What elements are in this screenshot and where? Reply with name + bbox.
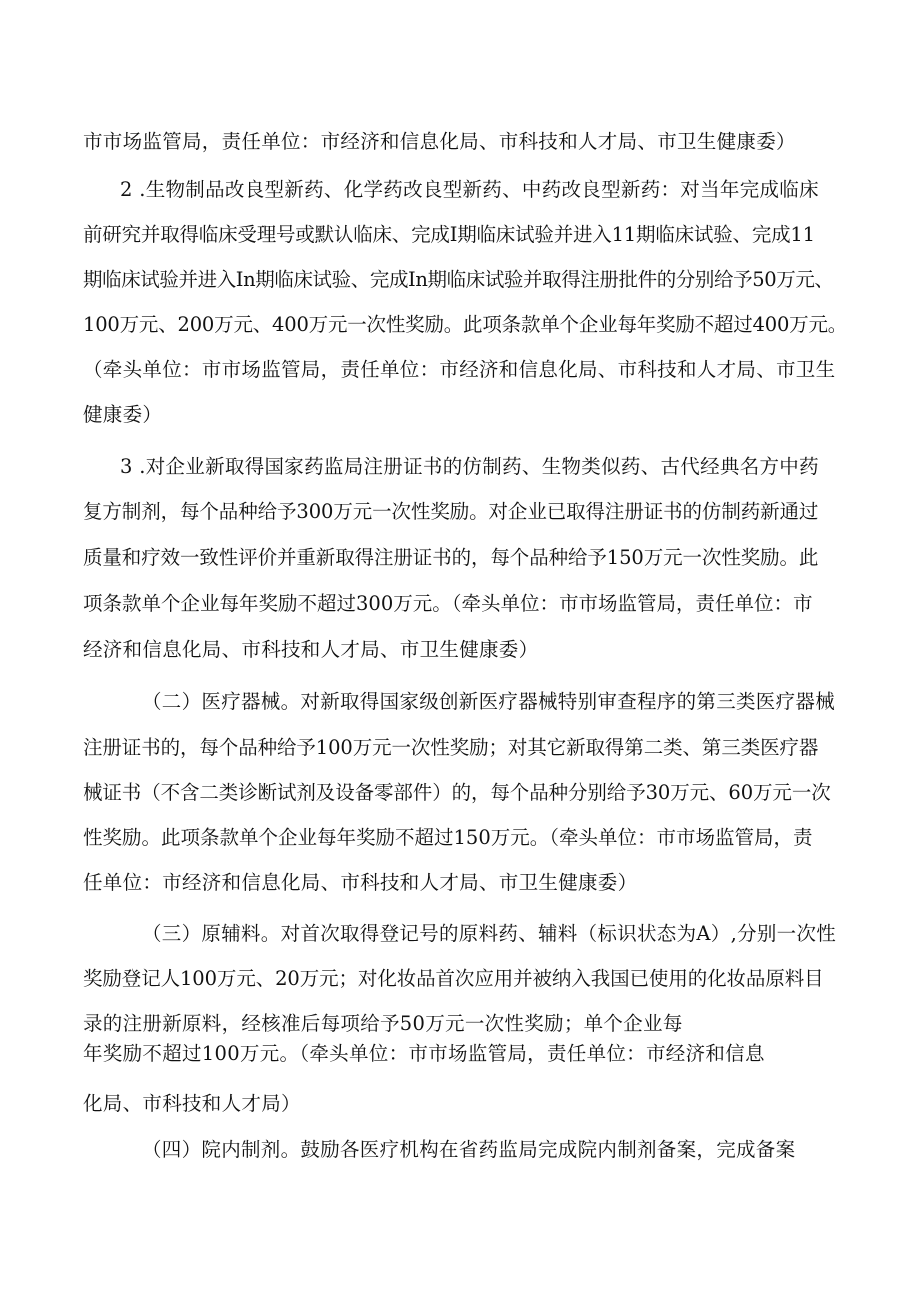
text-line-15: 械证书（不含二类诊断试剂及设备零部件）的，每个品种分别给予30万元、60万元一次 <box>83 781 831 804</box>
text-line-3: 前研究并取得临床受理号或默认临床、完成I期临床试验并进入11期临床试验、完成11 <box>83 223 815 246</box>
text-line-14: 注册证书的，每个品种给予100万元一次性奖励；对其它新取得第二类、第三类医疗器 <box>83 736 819 759</box>
text-line-18: （三）原辅料。对首次取得登记号的原料药、辅料（标识状态为A）,分别一次性 <box>142 922 837 945</box>
text-line-5: 100万元、200万元、400万元一次性奖励。此项条款单个企业每年奖励不超过400万元。 <box>83 313 848 336</box>
text-line-1: 市市场监管局，责任单位：市经济和信息化局、市科技和人才局、市卫生健康委） <box>83 130 796 153</box>
text-line-23: （四）院内制剂。鼓励各医疗机构在省药监局完成院内制剂备案，完成备案 <box>142 1138 796 1161</box>
text-line-9: 复方制剂，每个品种给予300万元一次性奖励。对企业已取得注册证书的仿制药新通过 <box>83 500 819 523</box>
text-line-16: 性奖励。此项条款单个企业每年奖励不超过150万元。（牵头单位：市市场监管局，责 <box>83 826 813 849</box>
text-line-12: 经济和信息化局、市科技和人才局、市卫生健康委） <box>83 638 539 661</box>
text-line-21: 年奖励不超过100万元。（牵头单位：市市场监管局，责任单位：市经济和信息 <box>83 1042 765 1065</box>
text-line-6: （牵头单位：市市场监管局，责任单位：市经济和信息化局、市科技和人才局、市卫生 <box>83 358 836 381</box>
text-line-22: 化局、市科技和人才局） <box>83 1092 301 1115</box>
text-line-13: （二）医疗器械。对新取得国家级创新医疗器械特别审查程序的第三类医疗器械 <box>142 690 836 713</box>
text-line-4: 期临床试验并进入In期临床试验、完成In期临床试验并取得注册批件的分别给予50万元、 <box>83 268 834 291</box>
text-line-2: 2 .生物制品改良型新药、化学药改良型新药、中药改良型新药：对当年完成临床 <box>120 178 819 201</box>
text-line-10: 质量和疗效一致性评价并重新取得注册证书的，每个品种给予150万元一次性奖励。此 <box>83 546 819 569</box>
text-line-20: 录的注册新原料，经核准后每项给予50万元一次性奖励；单个企业每 <box>83 1012 683 1035</box>
text-line-19: 奖励登记人100万元、20万元；对化妆品首次应用并被纳入我国已使用的化妆品原料目 <box>83 967 824 990</box>
text-line-11: 项条款单个企业每年奖励不超过300万元。（牵头单位：市市场监管局，责任单位：市 <box>83 592 813 615</box>
text-line-8: 3 .对企业新取得国家药监局注册证书的仿制药、生物类似药、古代经典名方中药 <box>120 455 819 478</box>
text-line-7: 健康委） <box>83 403 163 426</box>
text-line-17: 任单位：市经济和信息化局、市科技和人才局、市卫生健康委） <box>83 871 638 894</box>
